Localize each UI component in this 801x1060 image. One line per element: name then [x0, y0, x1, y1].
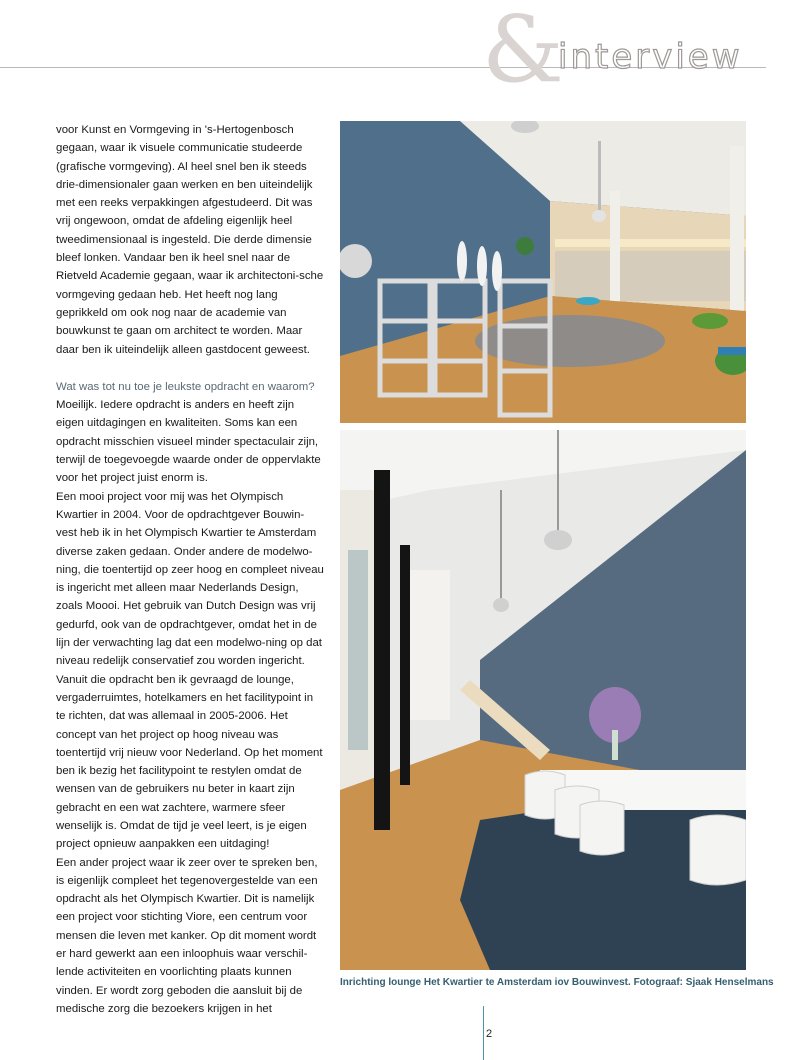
interview-logo: [476, 0, 756, 103]
article-paragraph: voor Kunst en Vormgeving in 's-Hertogenbosch gegaan, waar ik visuele communicatie studeerde (grafische vormgeving). Al heel snel ben ik steeds drie-dimensionaler gaan werken en ben uiteindelijk met een reeks verpakkingen afgestudeerd. Dit was vrij ongewoon, omdat de afdeling eigenlijk heel tweedimensionaal is ingesteld. Die derde dimensie bleef lonken. Vandaar ben ik heel snel naar de Rietveld Academie gegaan, waar ik architectoni-sche vormgeving gedaan heb. Het heeft nog lang geprikkeld om ook nog naar de academie van bouwkunst te gaan om architect te worden. Maar daar ben ik uiteindelijk alleen gastdocent geweest.: [56, 124, 324, 356]
lounge-photo-bottom: [340, 430, 746, 970]
section-title: interview: [558, 37, 743, 77]
article-body: [56, 121, 324, 1018]
answer-paragraph: Moeilijk. Iedere opdracht is anders en heeft zijn eigen uitdagingen en kwaliteiten. Soms kan een opdracht misschien visueel minder spectaculair zijn, terwijl de toegevoegde waarde onder de oppervlakte voor het project juist enorm is.: [56, 399, 321, 485]
lounge-photo-top: [340, 121, 746, 423]
interview-question: Wat was tot nu toe je leukste opdracht en waarom?: [56, 380, 315, 393]
answer-paragraph: Een ander project waar ik zeer over te spreken ben, is eigenlijk compleet het tegenovergestelde van een opdracht als het Olympisch Kwartier. Dit is namelijk een project voor stichting Viore, een centrum voor mensen die leven met kanker. Op dit moment wordt er hard gewerkt aan een inloophuis waar verschil-lende activiteiten en voorlichting plaats kunnen vinden. Er wordt zorg geboden die aansluit bij de medische zorg die bezoekers krijgen in het: [56, 856, 318, 1015]
ampersand-logo-mark: &: [482, 0, 564, 103]
page-number: 2: [486, 1028, 493, 1040]
footer-rule: [483, 1006, 484, 1060]
answer-paragraph: Een mooi project voor mij was het Olympisch Kwartier in 2004. Voor de opdrachtgever Bouwin-vest heb ik in het Olympisch Kwartier te Amsterdam diverse zaken gedaan. Onder andere de modelwo-ning, die toentertijd op zeer hoog en compleet niveau is ingericht met alleen maar Nederlands Design, zoals Moooi. Het gebruik van Dutch Design was vrij gedurfd, ook van de opdrachtgever, omdat het in de lijn der verwachting lag dat een modelwo-ning op dat niveau redelijk conservatief zou worden ingericht. Vanuit die opdracht ben ik gevraagd de lounge, vergaderruimtes, hotelkamers en het facilitypoint in te richten, dat was allemaal in 2005-2006. Het concept van het project op hoog niveau was toentertijd vrij nieuw voor Nederland. Op het moment ben ik bezig het facilitypoint te restylen omdat de wensen van de gebruikers nu beter in kaart zijn gebracht en een wat zachtere, warmere sfeer wenselijk is. Omdat de tijd je veel leert, is je eigen project opnieuw aanpakken een uitdaging!: [56, 490, 324, 851]
lounge-photo-bottom-illustration: [340, 430, 746, 970]
photo-caption: Inrichting lounge Het Kwartier te Amsterdam iov Bouwinvest. Fotograaf: Sjaak Henselmans: [340, 977, 774, 988]
lounge-photo-top-illustration: [340, 121, 746, 423]
